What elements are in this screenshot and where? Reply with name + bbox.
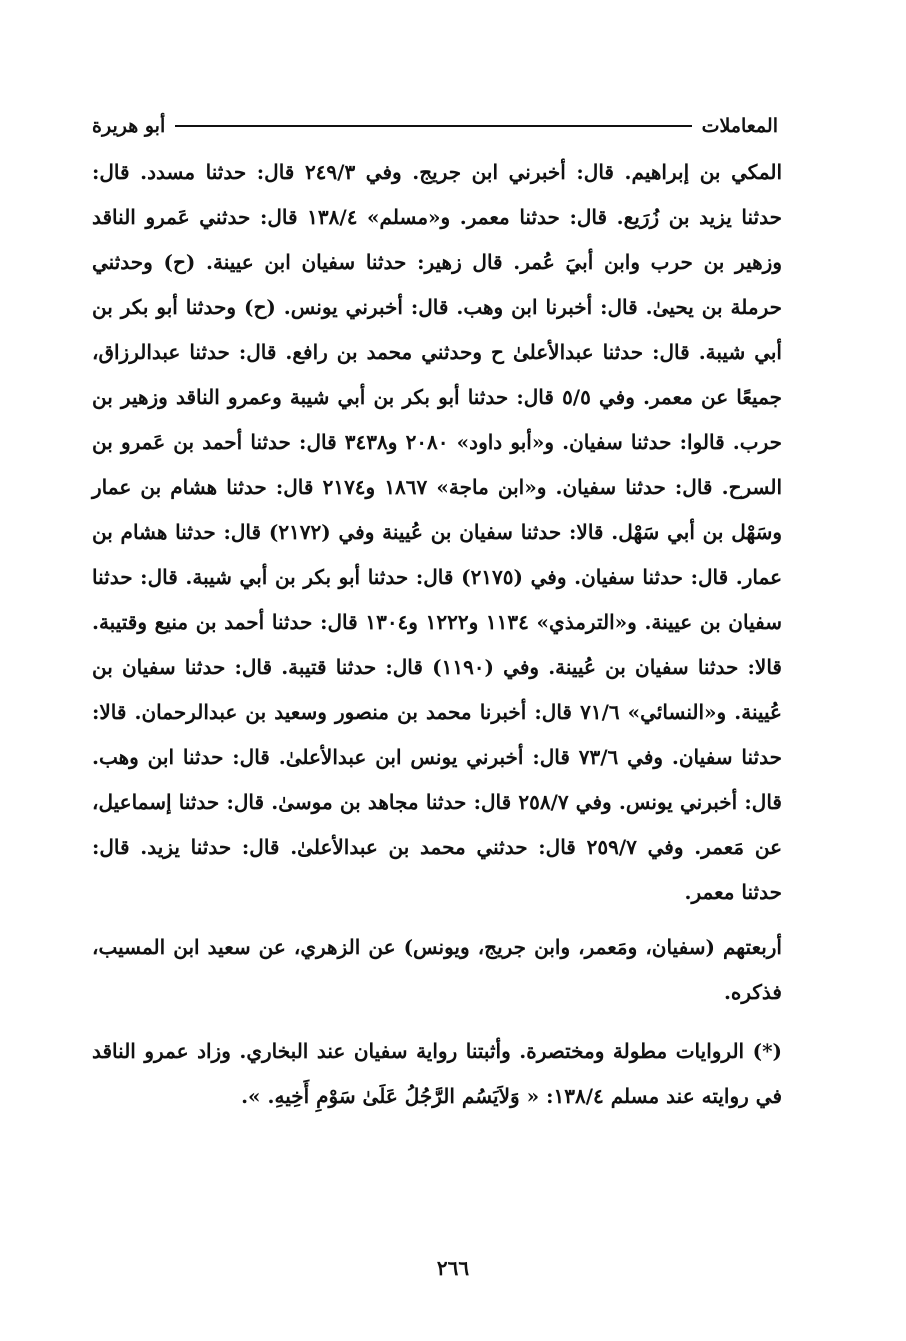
- running-header: [92, 108, 778, 144]
- footnote-paragraph: (*) الروايات مطولة ومختصرة. وأثبتنا رواية سفيان عند البخاري. وزاد عمرو الناقد في روايته عند مسلم ١٣٨/٤: « وَلاَيَسُم الرَّجُلُ عَلَىٰ سَوْمِ أَخِيهِ. ».: [92, 1039, 782, 1108]
- header-chapter-title: أبو هريرة: [92, 115, 166, 137]
- hadith-chain-summary-paragraph: أربعتهم (سفيان، ومَعمر، وابن جريج، ويونس) عن الزهري، عن سعيد ابن المسيب، فذكره.: [92, 935, 782, 1004]
- hadith-sources-paragraph: المكي بن إبراهيم. قال: أخبرني ابن جريج. وفي ٢٤٩/٣ قال: حدثنا مسدد. قال: حدثنا يزيد بن زُرَيع. قال: حدثنا معمر. و«مسلم» ١٣٨/٤ قال: حدثني عَمرو الناقد وزهير بن حرب وابن أبيَ عُمر. قال زهير: حدثنا سفيان ابن عيينة. (ح) وحدثني حرملة بن يحيىٰ. قال: أخبرنا ابن وهب. قال: أخبرني يونس. (ح) وحدثنا أبو بكر بن أبي شيبة. قال: حدثنا عبدالأعلىٰ ح وحدثني محمد بن رافع. قال: حدثنا عبدالرزاق، جميعًا عن معمر. وفي ٥/٥ قال: حدثنا أبو بكر بن أبي شيبة وعمرو الناقد وزهير بن حرب. قالوا: حدثنا سفيان. و«أبو داود» ٢٠٨٠ و٣٤٣٨ قال: حدثنا أحمد بن عَمرو بن السرح. قال: حدثنا سفيان. و«ابن ماجة» ١٨٦٧ و٢١٧٤ قال: حدثنا هشام بن عمار وسَهْل بن أبي سَهْل. قالا: حدثنا سفيان بن عُيينة وفي (٢١٧٢) قال: حدثنا هشام بن عمار. قال: حدثنا سفيان. وفي (٢١٧٥) قال: حدثنا أبو بكر بن أبي شيبة. قال: حدثنا سفيان بن عيينة. و«الترمذي» ١١٣٤ و١٢٢٢ و١٣٠٤ قال: حدثنا أحمد بن منيع وقتيبة. قالا: حدثنا سفيان بن عُيينة. وفي (١١٩٠) قال: حدثنا قتيبة. قال: حدثنا سفيان بن عُيينة. و«النسائي» ٧١/٦ قال: أخبرنا محمد بن منصور وسعيد بن عبدالرحمان. قالا: حدثنا سفيان. وفي ٧٣/٦ قال: أخبرني يونس ابن عبدالأعلىٰ. قال: حدثنا ابن وهب. قال: أخبرني يونس. وفي ٢٥٨/٧ قال: حدثنا مجاهد بن موسىٰ. قال: حدثنا إسماعيل، عن مَعمر. وفي ٢٥٩/٧ قال: حدثني محمد بن عبدالأعلىٰ. قال: حدثنا يزيد. قال: حدثنا معمر.: [92, 160, 783, 904]
- header-section-title: المعاملات: [701, 115, 778, 137]
- page-number: ٢٦٦: [436, 1256, 470, 1280]
- page-body: [92, 150, 782, 1119]
- header-rule: [175, 125, 691, 127]
